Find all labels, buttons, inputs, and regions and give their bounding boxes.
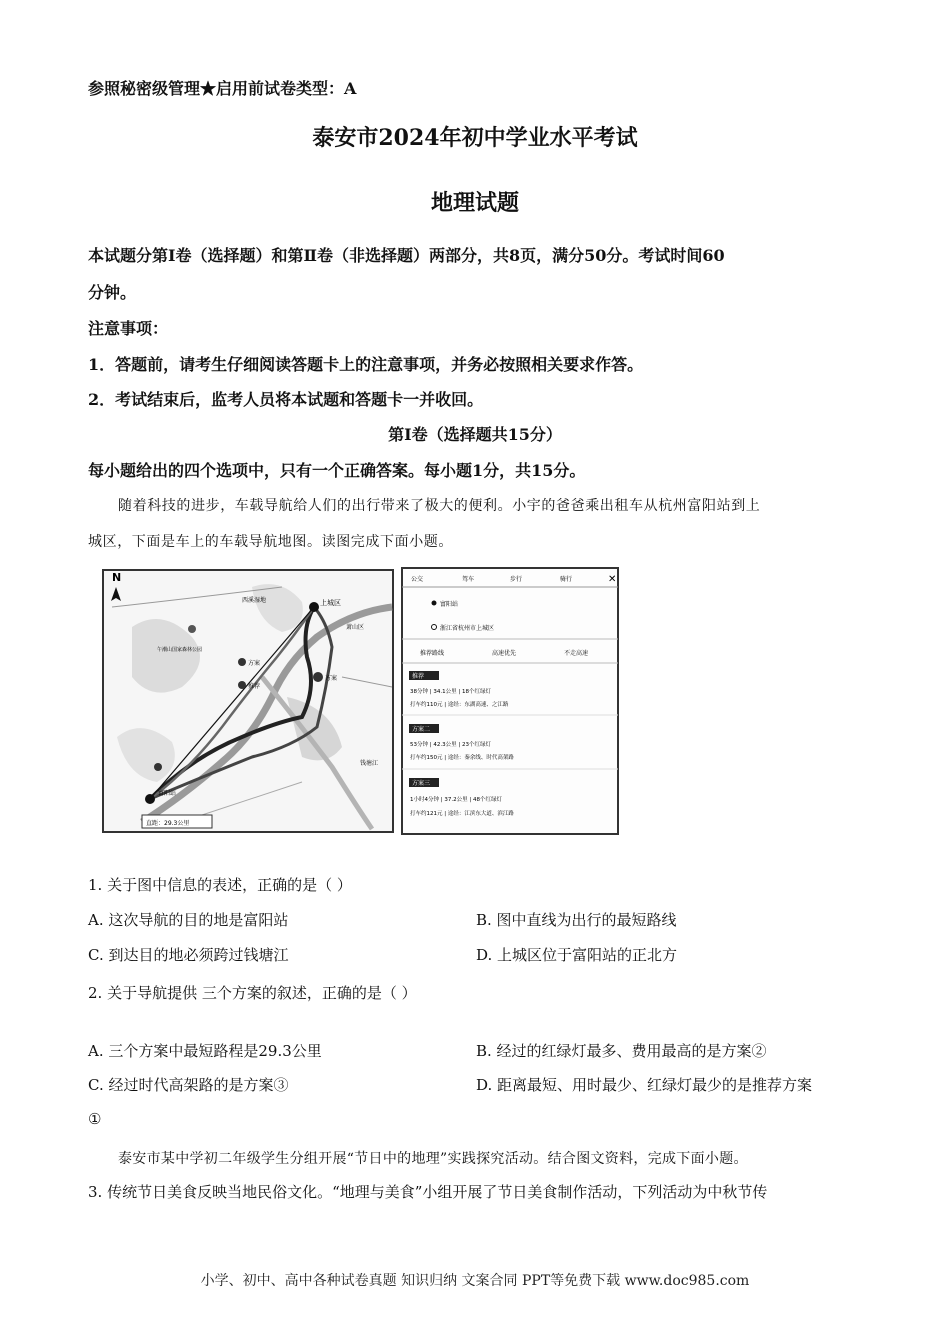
nav-to: 浙江省杭州市上城区 [440,625,495,632]
nav-tab-3: 骑行 [560,576,573,583]
q1-option-b[interactable]: B. 图中直线为出行的最短路线 [476,911,677,929]
passage-1-line-1: 随着科技的进步，车载导航给人们的出行带来了极大的便利。小宇的爸爸乘出租车从杭州富阳站到上 [118,498,761,514]
q1-option-d[interactable]: D. 上城区位于富阳站的正北方 [476,946,678,964]
map-label-xixi: 西溪湿地 [242,597,267,604]
map-label-fuyang: 富阳站 [158,790,177,797]
exam-subtitle: 地理试题 [430,190,519,216]
route-1-tag: 方案二 [412,726,431,733]
passage-2: 泰安市某中学初二年级学生分组开展“节日中的地理”实践探究活动。结合图文资料，完成下面小题。 [118,1151,748,1167]
page-footer: 小学、初中、高中各种试卷真题 知识归纳 文案合同 PPT等免费下载 www.doc985.com [200,1273,750,1289]
q1-option-a[interactable]: A. 这次导航的目的地是富阳站 [88,911,289,929]
route-2-line-2: 打车约121元 | 途经：江滨东大道、滨江路 [410,811,514,817]
north-label: N [112,571,122,584]
exam-title: 泰安市2024年初中学业水平考试 [312,125,638,151]
nav-tab-0: 公交 [411,576,424,583]
nav-panel [402,568,618,834]
passage-1-line-2: 城区，下面是车上的车载导航地图。读图完成下面小题。 [88,534,453,550]
intro-line-1: 本试题分第Ⅰ卷（选择题）和第Ⅱ卷（非选择题）两部分，共8页，满分50分。考试时间60 [88,246,725,265]
nav-tab-1: 驾车 [462,576,475,583]
secrecy-line: 参照秘密级管理★启用前试卷类型：A [88,79,357,98]
route-2-tag: 方案三 [412,780,431,787]
map-label-wuyun: 午潮山国家森林公园 [157,647,203,653]
map-label-xiaoshan: 萧山区 [346,624,365,631]
navigation-figure-svg [102,567,622,835]
q1-stem: 1. 关于图中信息的表述，正确的是（ ） [88,876,352,894]
nav-tab-2: 步行 [510,576,523,583]
nav-pref-1: 高速优先 [492,650,517,657]
section-1-instruction: 每小题给出的四个选项中，只有一个正确答案。每小题1分，共15分。 [88,461,586,480]
map-label-shangcheng: 上城区 [320,599,341,607]
notes-item-2: 2．考试结束后，监考人员将本试题和答题卡一并收回。 [88,390,484,409]
route-0-tag: 推荐 [412,673,425,680]
q3-stem: 3. 传统节日美食反映当地民俗文化。“地理与美食”小组开展了节日美食制作活动，下列活动为中秋节传 [88,1183,768,1201]
route-0-line-2: 打车约110元 | 途经：东湖高速、之江路 [410,702,509,708]
nav-close-icon: ✕ [608,574,617,585]
nav-pref-2: 不走高速 [564,650,589,657]
q2-option-a[interactable]: A. 三个方案中最短路程是29.3公里 [88,1042,322,1060]
map-label-tuijian: 推荐 [248,683,261,690]
navigation-figure [102,567,622,835]
q2-option-b[interactable]: B. 经过的红绿灯最多、费用最高的是方案② [476,1042,767,1060]
q2-option-c[interactable]: C. 经过时代高架路的是方案③ [88,1076,289,1094]
route-2-line-1: 1小时4分钟 | 37.2公里 | 48个红绿灯 [410,797,502,803]
nav-from: 富阳站 [440,601,459,608]
intro-line-2: 分钟。 [88,283,137,302]
route-0-line-1: 38分钟 | 34.1公里 | 18个红绿灯 [410,689,491,695]
origin-dot-icon [432,601,437,606]
q2-stem: 2. 关于导航提供 三个方案的叙述，正确的是（ ） [88,984,417,1002]
map-label-qiantang: 钱塘江 [360,760,379,767]
route-1-line-2: 打车约150元 | 途经：秦余线、时代高架路 [410,755,514,761]
map-panel [103,570,393,832]
notes-heading: 注意事项： [88,319,169,338]
map-label-fangan-2: 方案 [325,675,338,682]
map-scale-label: 直距：29.3公里 [146,820,190,827]
nav-pref-0: 推荐路线 [420,650,445,657]
q2-option-d[interactable]: D. 距离最短、用时最少、红绿灯最少的是推荐方案 [476,1076,813,1094]
q1-option-c[interactable]: C. 到达目的地必须跨过钱塘江 [88,946,289,964]
notes-item-1: 1．答题前，请考生仔细阅读答题卡上的注意事项，并务必按照相关要求作答。 [88,355,644,374]
section-1-title: 第Ⅰ卷（选择题共15分） [388,425,562,444]
q2-option-d-continuation: ① [88,1110,102,1128]
route-1-line-1: 53分钟 | 42.3公里 | 23个红绿灯 [410,742,491,748]
map-label-fangan-1: 方案 [248,660,261,667]
